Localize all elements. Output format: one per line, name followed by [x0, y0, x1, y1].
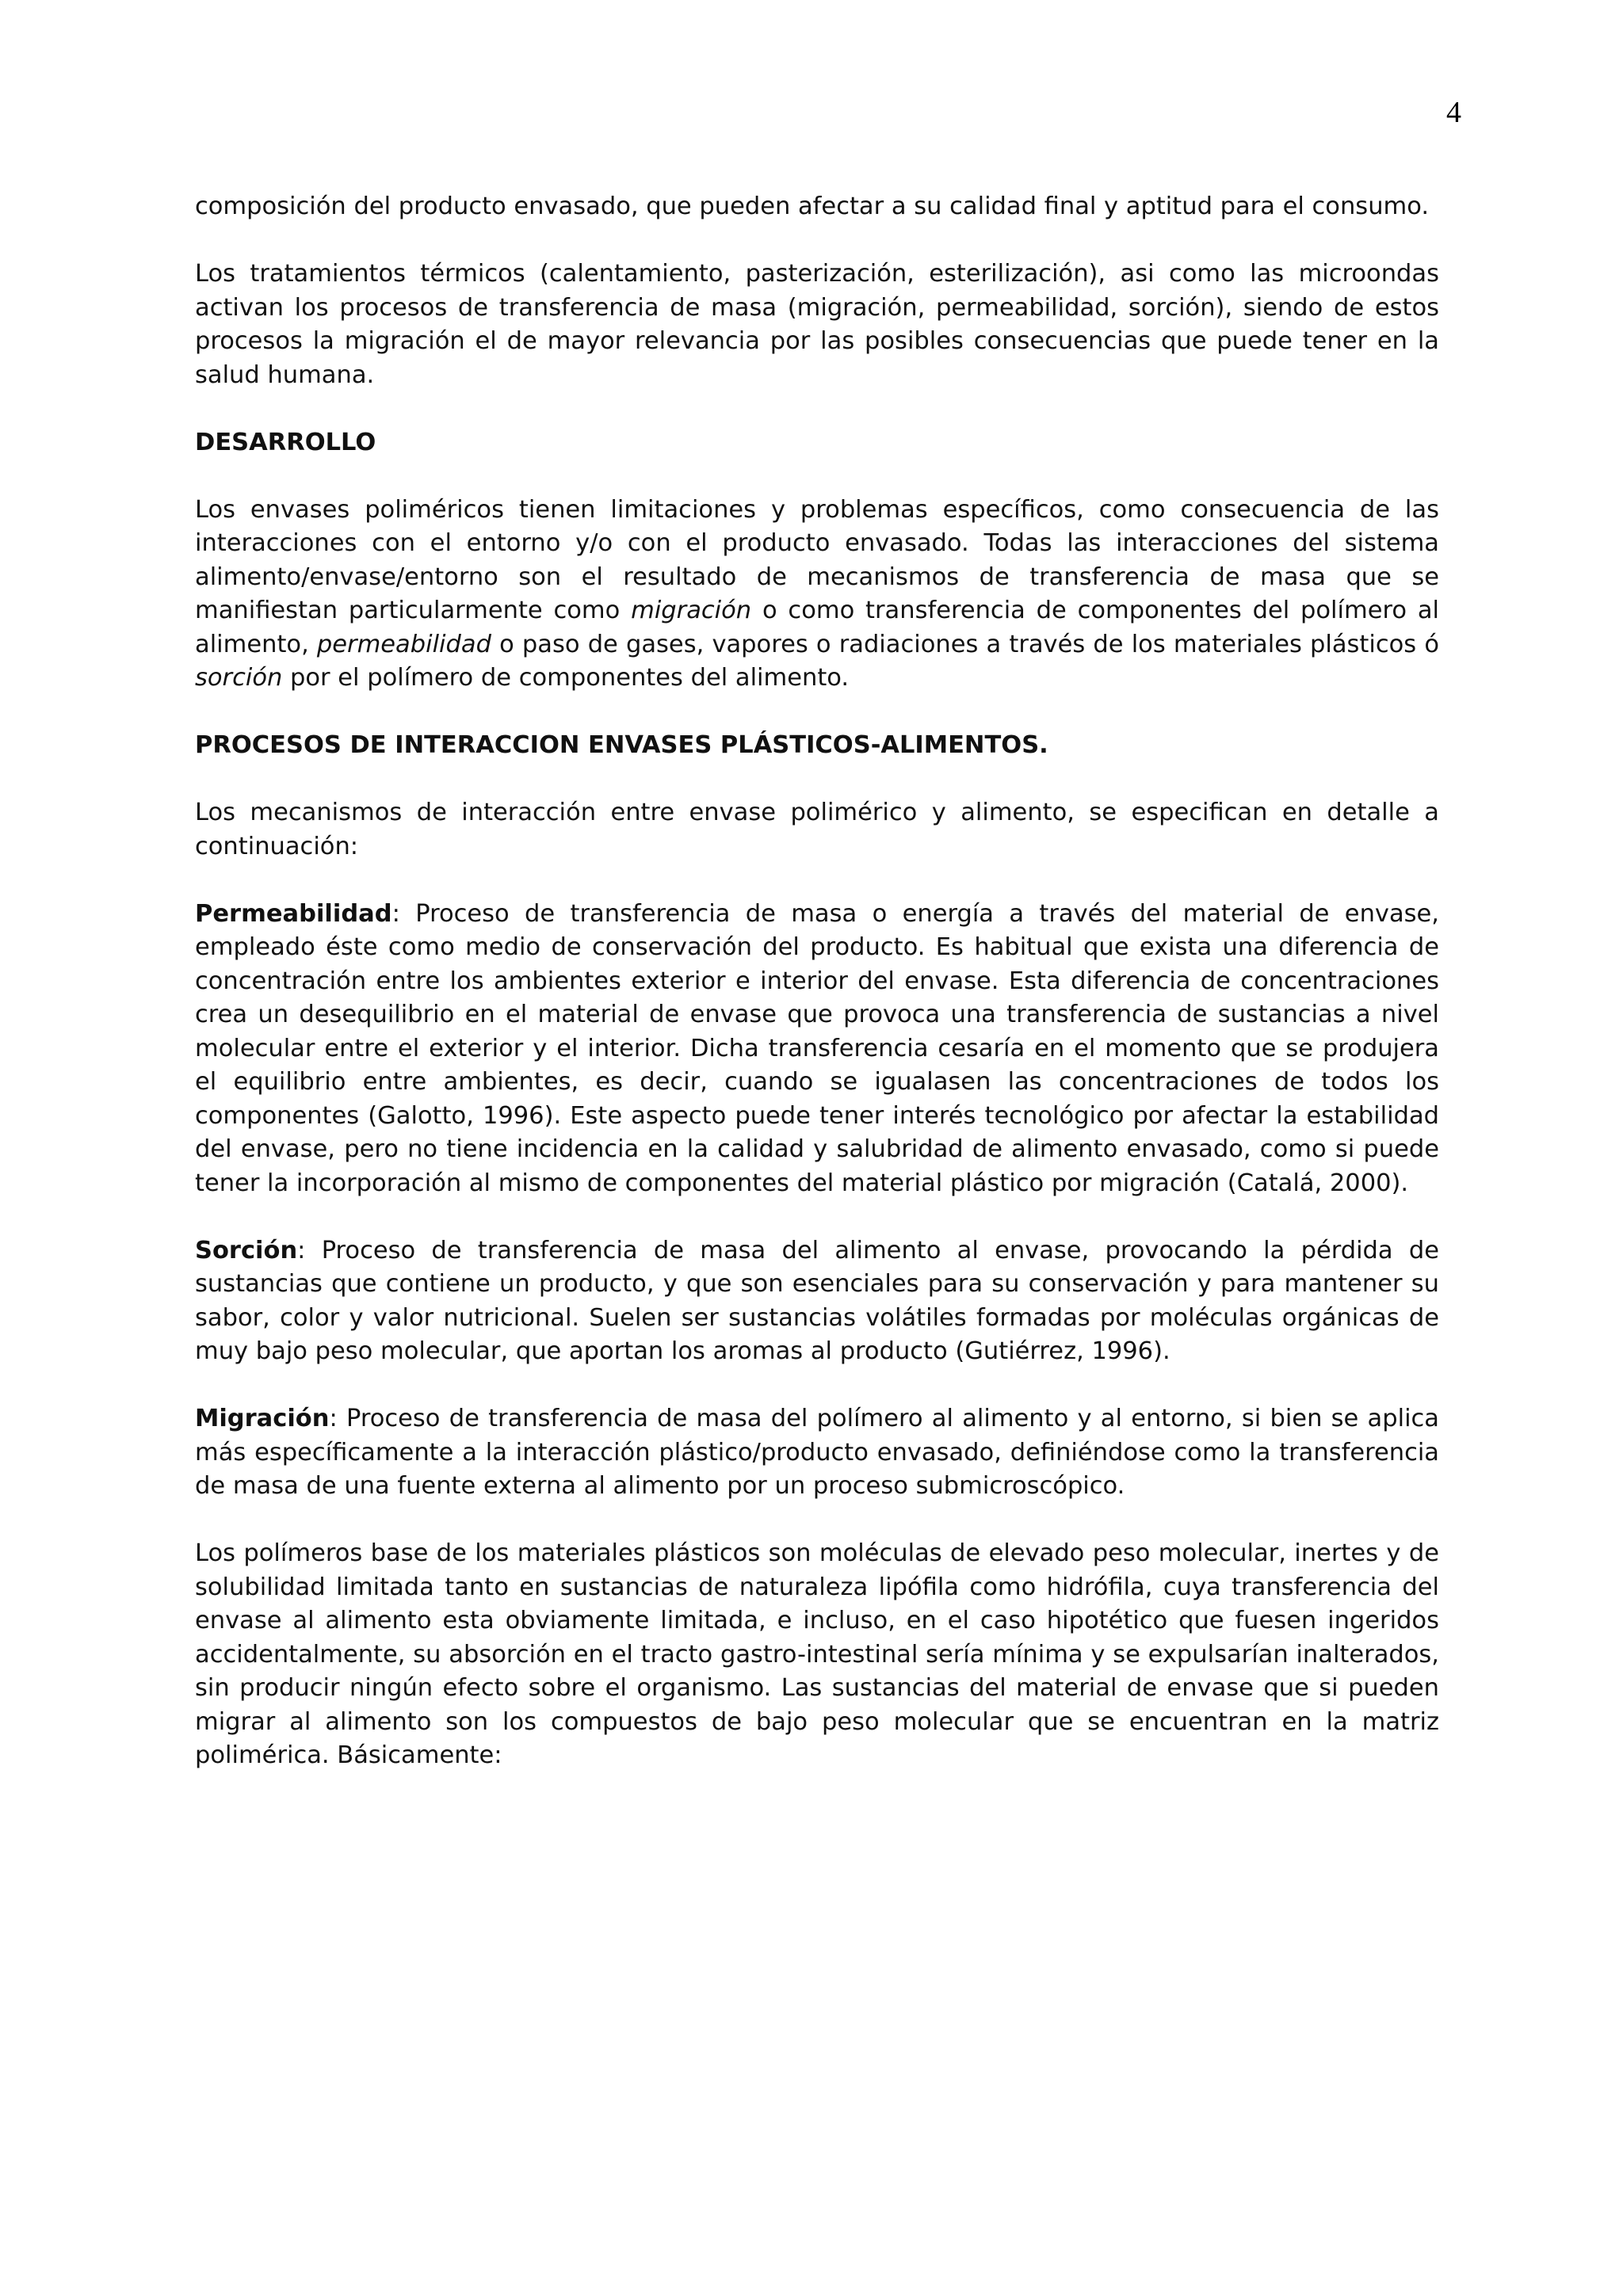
term-migracion-italic: migración [631, 597, 752, 624]
paragraph-sorcion [195, 1234, 1439, 1369]
paragraph-base-polymers: Los polímeros base de los materiales plásticos son moléculas de elevado peso molecular, inertes y de solubilidad limitada tanto en sustancias de naturaleza lipófila como hidrófila, cuya transferencia del envase al alimento esta obviamente limitada, e incluso, en el caso hipotético que fuesen ingeridos accidentalmente, su absorción en el tracto gastro-intestinal sería mínima y se expulsarían inalterados, sin producir ningún efecto sobre el organismo. Las sustancias del material de envase que si pueden migrar al alimento son los compuestos de bajo peso molecular que se encuentran en la matriz polimérica. Básicamente: [195, 1539, 1439, 1769]
paragraph-polymeric-packaging [195, 494, 1439, 696]
text-run: por el polímero de componentes del alimento. [282, 664, 850, 692]
term-permeabilidad-italic: permeabilidad [316, 630, 491, 658]
document-body [195, 190, 1439, 1806]
definition-sorcion: : Proceso de transferencia de masa del alimento al envase, provocando la pérdida de sustancias que contiene un producto, y que son esenciales para su conservación y para mantener su sabor, color y valor nutricional. Suelen ser sustancias volátiles formadas por moléculas orgánicas de muy bajo peso molecular, que aportan los aromas al producto (Gutiérrez, 1996). [195, 1236, 1439, 1365]
heading-desarrollo: DESARROLLO [195, 428, 376, 456]
paragraph-migracion [195, 1402, 1439, 1504]
definition-migracion: : Proceso de transferencia de masa del polímero al alimento y al entorno, si bien se aplica más específicamente a la interacción plástico/producto envasado, definiéndose como la transferencia de masa de una fuente externa al alimento por un proceso submicroscópico. [195, 1405, 1439, 1500]
page-number: 4 [1446, 96, 1461, 129]
paragraph-mechanisms-intro: Los mecanismos de interacción entre envase polimérico y alimento, se especifican en detalle a continuación: [195, 799, 1439, 860]
paragraph-thermal-treatments: Los tratamientos térmicos (calentamiento, pasterización, esterilización), asi como las microondas activan los procesos de transferencia de masa (migración, permeabilidad, sorción), siendo de estos procesos la migración el de mayor relevancia por las posibles consecuencias que puede tener en la salud humana. [195, 260, 1439, 389]
text-run: Los envases poliméricos tienen limitaciones y problemas específicos, como consecuencia de las interacciones con el entorno y/o con el producto envasado. Todas las interacciones del sistema alimento/envase/entorno son el resultado de mecanismos de transferencia de masa que se manifiestan particularmente como [195, 495, 1439, 624]
term-sorcion-italic: sorción [195, 664, 283, 692]
term-migracion: Migración [195, 1405, 330, 1432]
paragraph-permeabilidad [195, 898, 1439, 1201]
term-sorcion: Sorción [195, 1236, 298, 1264]
definition-permeabilidad: : Proceso de transferencia de masa o energía a través del material de envase, empleado éste como medio de conservación del producto. Es habitual que exista una diferencia de concentración entre los ambientes exterior e interior del envase. Esta diferencia de concentraciones crea un desequilibrio en el material de envase que provoca una transferencia de sustancias a nivel molecular entre el exterior y el interior. Dicha transferencia cesaría en el momento que se produjera el equilibrio entre ambientes, es decir, cuando se igualasen las concentraciones de todos los componentes (Galotto, 1996). Este aspecto puede tener interés tecnológico por afectar la estabilidad del envase, pero no tiene incidencia en la calidad y salubridad de alimento envasado, como si puede tener la incorporación al mismo de componentes del material plástico por migración (Catalá, 2000). [195, 899, 1439, 1197]
term-permeabilidad: Permeabilidad [195, 899, 392, 928]
text-run: o como transferencia de componentes del polímero al alimento, [195, 597, 1439, 658]
paragraph-intro-continuation: composición del producto envasado, que pueden afectar a su calidad final y aptitud para el consumo. [195, 193, 1430, 220]
text-run: o paso de gases, vapores o radiaciones a través de los materiales plásticos ó [491, 630, 1440, 658]
heading-procesos-interaccion: PROCESOS DE INTERACCION ENVASES PLÁSTICOS-ALIMENTOS. [195, 731, 1048, 759]
